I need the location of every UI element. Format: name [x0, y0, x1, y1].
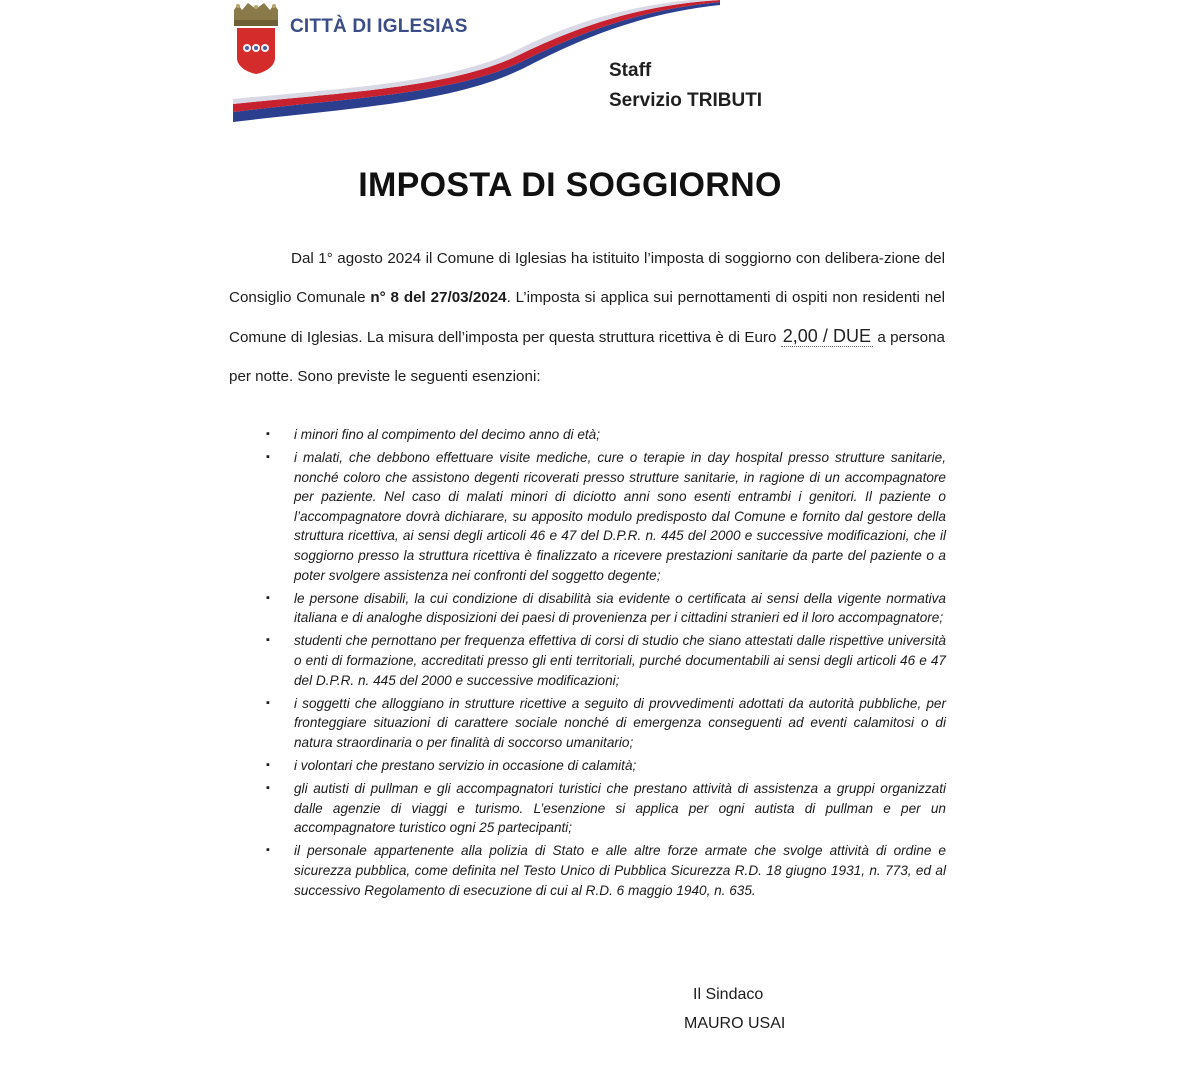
list-item: ▪ le persone disabili, la cui condizione di disabilità sia evidente o certificata ai sensi della vigente normativa italiana e di analoghe disposizioni dei paesi di provenienza per i cittadini stranieri ed il loro accompagnatore; — [266, 590, 946, 626]
decree-reference: n° 8 del 27/03/2024 — [370, 288, 507, 306]
signature-block — [684, 980, 785, 1038]
list-item: ▪ i malati, che debbono effettuare visite mediche, cure o terapie in day hospital presso strutture sanitarie, nonché coloro che assistono degenti ricoverati presso strutture sanitarie, in ragione di un accompagnatore per paziente. Nel caso di malati minori di diciotto anni sono esenti entrambi i genitori. Il paziente o l’accompagnatore dovrà dichiarare, su apposito modulo predisposto dal Comune e fornito dal gestore della struttura ricettiva, ai sensi degli articoli 46 e 47 del D.P.R. n. 445 del 2000 e successive modificazioni, che il soggiorno presso la struttura ricettiva è finalizzato a ricevere prestazioni sanitarie da parte del paziente o a poter svolgere assistenza nei confronti del soggetto degente; — [266, 450, 946, 583]
document-title: IMPOSTA DI SOGGIORNO — [358, 166, 782, 204]
intro-paragraph — [229, 240, 945, 396]
bullet-icon: ▪ — [266, 451, 270, 464]
list-item: ▪ i minori fino al compimento del decimo anno di età; — [262, 425, 946, 445]
bullet-icon: ▪ — [266, 759, 270, 771]
office-block — [609, 56, 762, 116]
list-item: ▪ il personale appartenente alla polizia di Stato e alle altre forze armate che svolge attività di ordine e sicurezza pubblica, come definita nel Testo Unico di Pubblica Sicurezza R.D. 18 giugno 1931, n. 773, ed al successivo Regolamento di esecuzione di cui al R.D. 6 maggio 1940, n. 635. — [266, 843, 946, 898]
bullet-icon: ▪ — [266, 844, 270, 857]
municipal-crest-icon — [228, 2, 284, 76]
bullet-icon: ▪ — [266, 782, 270, 795]
bullet-icon: ▪ — [266, 591, 270, 604]
bullet-icon: ▪ — [266, 634, 270, 647]
signatory-name: MAURO USAI — [684, 1015, 786, 1032]
list-item: ▪ i soggetti che alloggiano in strutture ricettive a seguito di provvedimenti adottati da autorità pubbliche, per fronteggiare situazioni di carattere sociale nonché di emergenza conseguenti ad eventi calamitosi o di natura straordinaria o per finalità di soccorso umanitario; — [266, 695, 946, 750]
city-name: CITTÀ DI IGLESIAS — [290, 16, 468, 37]
list-item: ▪ studenti che pernottano per frequenza effettiva di corsi di studio che siano attestati dalle rispettive università o enti di formazione, accreditati presso gli enti territoriali, purché documentabili ai sensi degli articoli 46 e 47 del D.P.R. n. 445 del 2000 e successive modificazioni; — [266, 633, 946, 688]
tax-amount: 2,00 / DUE — [782, 326, 871, 346]
signatory-role: Il Sindaco — [693, 986, 764, 1003]
bullet-icon: ▪ — [266, 428, 270, 440]
exemptions-list — [262, 425, 946, 904]
list-item: ▪ gli autisti di pullman e gli accompagnatori turistici che prestano attività di assistenza a gruppi organizzati dalle agenzie di viaggi e turismo. L’esenzione si applica per ogni autista di pullman e per un accompagnatore turistico ogni 25 partecipanti; — [266, 781, 946, 836]
bullet-icon: ▪ — [266, 696, 270, 709]
intro-text-part3: a persona per notte. Sono previste le seguenti esenzioni: — [229, 329, 945, 385]
intro-text-part2: . L’imposta si applica sui pernottamenti di ospiti non residenti nel Comune di Iglesias. La misura dell’imposta per questa struttura ricettiva è di Euro — [229, 288, 945, 346]
intro-text-part1: Dal 1° agosto 2024 il Comune di Iglesias ha istituito l’imposta di soggiorno con delibera-zione del Consiglio Comunale — [229, 250, 945, 306]
office-staff-label: Staff — [609, 60, 652, 81]
list-item: ▪ i volontari che prestano servizio in occasione di calamità; — [262, 756, 946, 776]
office-service-label: Servizio TRIBUTI — [609, 90, 763, 111]
